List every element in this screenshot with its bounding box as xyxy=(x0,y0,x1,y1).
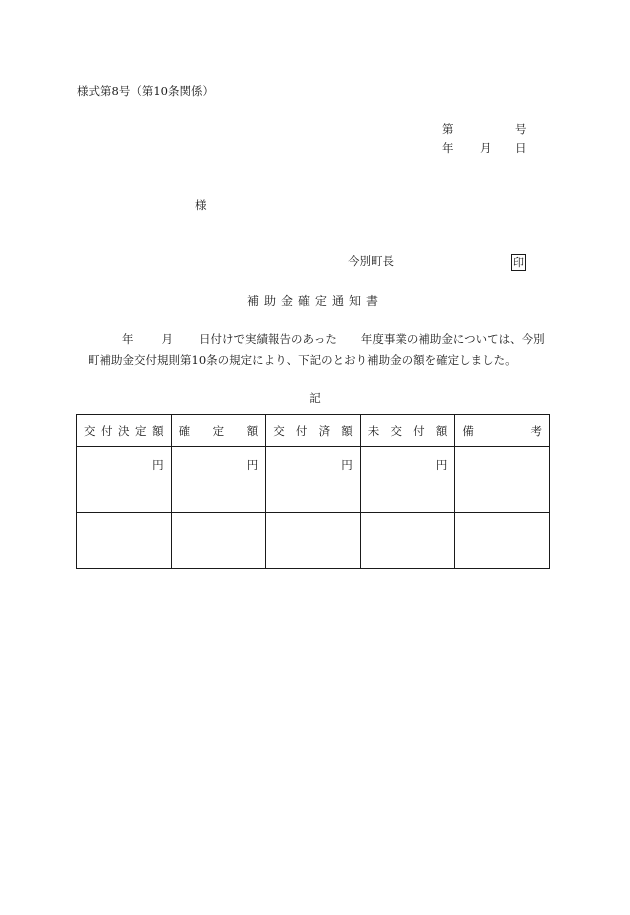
header-label xyxy=(172,423,266,439)
body-month: 月 xyxy=(161,332,173,346)
issuer-name: 今別町長 xyxy=(348,254,394,268)
body-fiscal-year-text: 年度事業の補助金については、今別 xyxy=(360,332,545,346)
header-label xyxy=(266,423,360,439)
header-remarks xyxy=(455,415,550,447)
ki-heading: 記 xyxy=(309,391,321,405)
body-line-1 xyxy=(83,329,553,350)
header-confirmed-amount xyxy=(171,415,266,447)
cell-confirmed-amount[interactable] xyxy=(171,447,266,513)
cell-blank[interactable] xyxy=(455,513,550,569)
cell-grant-decision-amount[interactable] xyxy=(77,447,172,513)
header-label xyxy=(455,423,549,439)
date-month-label: 月 xyxy=(480,141,492,155)
header-char: 付 xyxy=(101,423,113,438)
header-char: 定 xyxy=(212,423,225,438)
body-paragraph xyxy=(83,329,553,371)
cell-paid-amount[interactable] xyxy=(266,447,361,513)
header-grant-decision-amount xyxy=(77,415,172,447)
cell-blank[interactable] xyxy=(360,513,455,569)
body-date-text: 日付けで実績報告のあった xyxy=(199,332,337,346)
document-number-suffix: 号 xyxy=(515,122,527,136)
header-char: 付 xyxy=(413,423,425,438)
header-char: 交 xyxy=(390,423,402,438)
yen-unit: 円 xyxy=(152,458,164,472)
form-number: 様式第8号（第10条関係） xyxy=(77,84,214,98)
cell-blank[interactable] xyxy=(266,513,361,569)
header-unpaid-amount xyxy=(360,415,455,447)
header-char: 額 xyxy=(341,423,353,438)
table-row xyxy=(77,447,550,513)
seal-stamp: 印 xyxy=(513,256,524,269)
body-year: 年 xyxy=(122,332,134,346)
addressee-suffix: 様 xyxy=(195,198,207,212)
cell-blank[interactable] xyxy=(77,513,172,569)
header-label xyxy=(361,423,455,439)
yen-unit: 円 xyxy=(341,458,353,472)
cell-unpaid-amount[interactable] xyxy=(360,447,455,513)
header-char: 未 xyxy=(367,423,380,438)
header-char: 額 xyxy=(246,423,259,438)
yen-unit: 円 xyxy=(246,458,259,472)
cell-remarks[interactable] xyxy=(455,447,550,513)
header-char: 交 xyxy=(84,423,96,438)
header-char: 確 xyxy=(178,423,191,438)
header-char: 備 xyxy=(462,423,474,438)
document-title: 補助金確定通知書 xyxy=(246,294,383,308)
header-char: 額 xyxy=(435,423,448,438)
body-line-2: 町補助金交付規則第10条の規定により、下記のとおり補助金の額を確定しました。 xyxy=(88,353,517,367)
header-char: 済 xyxy=(318,423,331,438)
date-year-label: 年 xyxy=(442,141,454,155)
table-row xyxy=(77,513,550,569)
header-char: 定 xyxy=(135,423,147,438)
header-char: 決 xyxy=(118,423,130,438)
header-char: 考 xyxy=(530,423,542,438)
header-char: 額 xyxy=(152,423,164,438)
table-header-row xyxy=(77,415,550,447)
cell-blank[interactable] xyxy=(171,513,266,569)
header-label xyxy=(77,423,171,439)
document-number-label: 第 xyxy=(442,122,454,136)
header-char: 交 xyxy=(273,423,285,438)
yen-unit: 円 xyxy=(435,458,448,472)
header-paid-amount xyxy=(266,415,361,447)
amount-table xyxy=(76,414,550,569)
header-char: 付 xyxy=(295,423,308,438)
date-day-label: 日 xyxy=(515,141,527,155)
